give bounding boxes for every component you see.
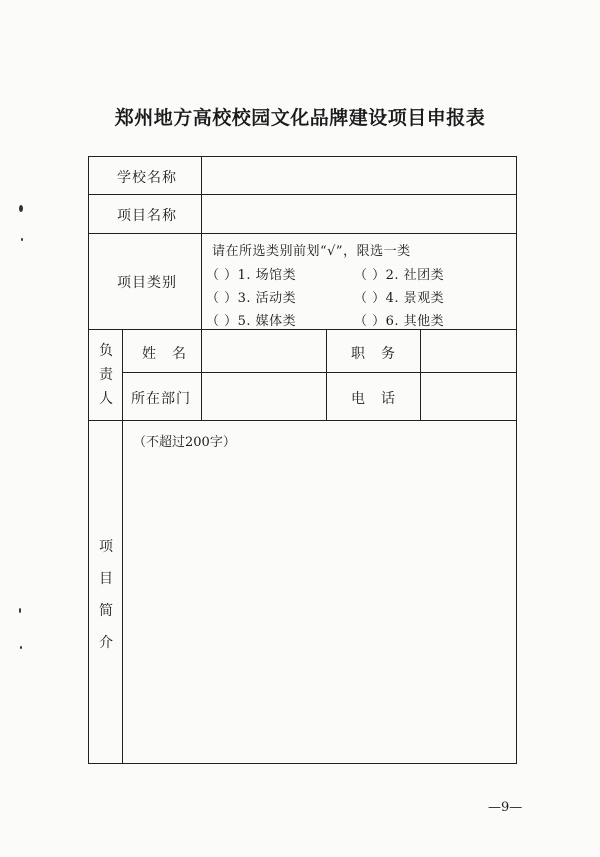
school-name-label: 学校名称: [117, 170, 177, 186]
leader-name-label: 姓 名: [142, 346, 187, 362]
application-form-table: [88, 156, 517, 764]
leader-phone-field[interactable]: [421, 373, 516, 419]
intro-label: [96, 531, 116, 659]
row-divider: [89, 233, 517, 234]
intro-char: 介: [99, 635, 113, 651]
leader-char: 责: [99, 367, 113, 383]
intro-char: 简: [99, 603, 113, 619]
category-option-activity[interactable]: （ ）3. 活动类: [206, 291, 297, 306]
category-option-other[interactable]: （ ）6. 其他类: [354, 314, 445, 329]
school-name-field[interactable]: [202, 158, 516, 193]
scan-speck: [20, 646, 22, 649]
leader-position-field[interactable]: [421, 330, 516, 371]
intro-char: 项: [99, 539, 113, 555]
category-option-venue[interactable]: （ ）1. 场馆类: [206, 268, 297, 283]
project-name-field[interactable]: [202, 195, 516, 232]
column-divider: [326, 329, 327, 420]
leader-phone-label: 电 话: [351, 391, 396, 407]
leader-char: 人: [99, 391, 113, 407]
leader-position-label: 职 务: [351, 346, 396, 362]
leader-char: 负: [99, 343, 113, 359]
intro-textarea[interactable]: [123, 421, 516, 762]
scan-speck: [21, 238, 23, 241]
leader-group-label: [96, 339, 116, 411]
category-instruction: 请在所选类别前划“√”，限选一类: [212, 244, 411, 259]
intro-char: 目: [99, 571, 113, 587]
scan-speck: [19, 205, 23, 212]
leader-name-field[interactable]: [202, 330, 325, 371]
category-label: 项目类别: [117, 275, 177, 291]
intro-hint: （不超过200字）: [133, 435, 236, 450]
category-option-club[interactable]: （ ）2. 社团类: [354, 268, 445, 283]
page-title: 郑州地方高校校园文化品牌建设项目申报表: [114, 107, 486, 129]
leader-department-field[interactable]: [202, 373, 325, 419]
category-option-landscape[interactable]: （ ）4. 景观类: [354, 291, 445, 306]
category-option-media[interactable]: （ ）5. 媒体类: [206, 314, 297, 329]
leader-department-label: 所在部门: [131, 391, 191, 407]
project-name-label: 项目名称: [117, 208, 177, 224]
page-number: —9—: [488, 800, 523, 815]
scan-speck: [19, 608, 21, 613]
